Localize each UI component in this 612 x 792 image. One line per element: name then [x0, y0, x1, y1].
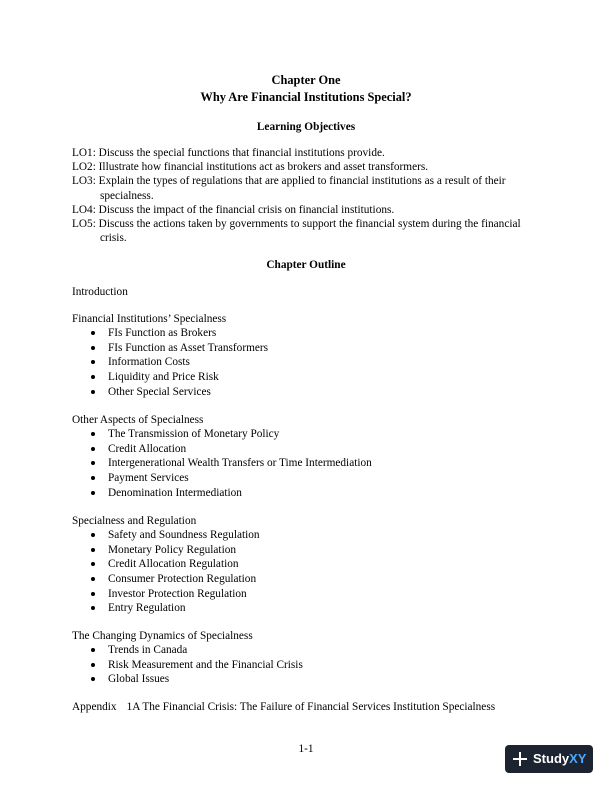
list-item: Information Costs: [72, 355, 542, 370]
learning-objective: LO1: Discuss the special functions that financial institutions provide.: [72, 147, 385, 159]
outline-section: [72, 514, 542, 616]
list-item: Denomination Intermediation: [72, 486, 542, 501]
bullet-list: [72, 528, 542, 616]
learning-objective: LO2: Illustrate how financial institutions act as brokers and asset transformers.: [72, 161, 429, 174]
list-item: Credit Allocation: [72, 442, 542, 457]
plus-icon: [513, 752, 527, 766]
section-heading: Specialness and Regulation: [72, 515, 197, 527]
appendix-label: Appendix: [72, 701, 117, 713]
section-heading: The Changing Dynamics of Specialness: [72, 630, 253, 642]
appendix-line: [72, 700, 542, 714]
outline-section: [72, 312, 542, 399]
list-item: Liquidity and Price Risk: [72, 370, 542, 385]
learning-objective: LO5: Discuss the actions taken by governments to support the financial system during the financial crisis.: [72, 218, 521, 245]
list-item: Intergenerational Wealth Transfers or Time Intermediation: [72, 456, 542, 471]
list-item: FIs Function as Asset Transformers: [72, 341, 542, 356]
list-item: The Transmission of Monetary Policy: [72, 427, 542, 442]
learning-objectives-list: [72, 146, 542, 245]
bullet-list: [72, 326, 542, 399]
list-item: Safety and Soundness Regulation: [72, 528, 542, 543]
learning-objectives-heading: Learning Objectives: [256, 121, 356, 133]
badge-xy-text: XY: [569, 750, 587, 766]
studyxy-badge[interactable]: [505, 745, 593, 773]
bullet-list: [72, 427, 542, 500]
list-item: FIs Function as Brokers: [72, 326, 542, 341]
section-heading: Other Aspects of Specialness: [72, 414, 204, 426]
learning-objective: LO4: Discuss the impact of the financial crisis on financial institutions.: [72, 203, 395, 216]
outline-section: [72, 629, 542, 687]
chapter-number: Chapter One: [271, 73, 341, 87]
section-heading: Financial Institutions’ Specialness: [72, 313, 227, 325]
page-number: 1-1: [298, 743, 314, 755]
outline-section: [72, 413, 542, 500]
list-item: Consumer Protection Regulation: [72, 572, 542, 587]
list-item: Investor Protection Regulation: [72, 587, 542, 602]
list-item: Payment Services: [72, 471, 542, 486]
list-item: Risk Measurement and the Financial Crisis: [72, 658, 542, 673]
introduction-heading: Introduction: [72, 286, 128, 298]
learning-objective: LO3: Explain the types of regulations that are applied to financial institutions as a result of their specialness.: [72, 175, 506, 202]
list-item: Entry Regulation: [72, 601, 542, 616]
chapter-outline-heading: Chapter Outline: [266, 259, 346, 271]
bullet-list: [72, 643, 542, 687]
list-item: Credit Allocation Regulation: [72, 557, 542, 572]
list-item: Monetary Policy Regulation: [72, 543, 542, 558]
chapter-title: Why Are Financial Institutions Special?: [200, 90, 412, 104]
appendix-text: 1A The Financial Crisis: The Failure of Financial Services Institution Specialness: [126, 701, 496, 713]
list-item: Global Issues: [72, 672, 542, 687]
list-item: Trends in Canada: [72, 643, 542, 658]
list-item: Other Special Services: [72, 385, 542, 400]
badge-study-text: Study: [533, 750, 570, 766]
